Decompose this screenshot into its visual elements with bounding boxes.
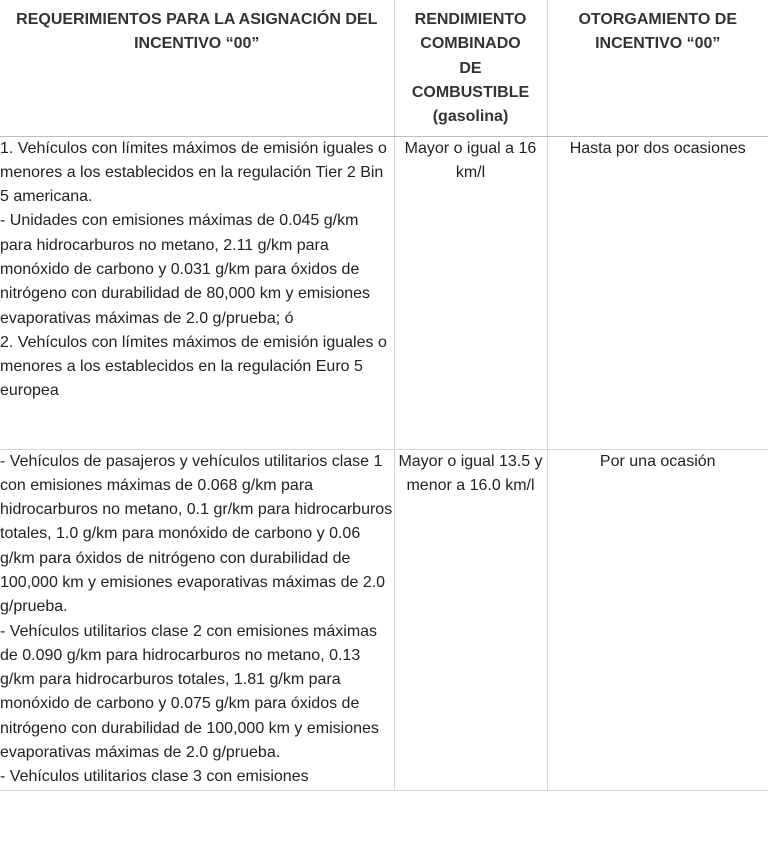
cell-requerimientos: 1. Vehículos con límites máximos de emisión iguales o menores a los establecidos en la regulación Tier 2 Bin 5 americana. - Unidades con emisiones máximas de 0.045 g/km para hidrocarburos no metano, 2.11 g/km para monóxido de carbono y 0.031 g/km para óxidos de nitrógeno con durabilidad de 80,000 km y emisiones evaporativas máximas de 2.0 g/prueba; ó 2. Vehículos con límites máximos de emisión iguales o menores a los establecidos en la regulación Euro 5 europea (0, 136, 394, 449)
header-rendimiento-line-4: COMBUSTIBLE (411, 83, 530, 101)
header-otorgamiento-line-1: OTORGAMIENTO DE (578, 11, 738, 28)
header-rendimiento-line-5: (gasolina) (432, 108, 509, 126)
cell-otorgamiento: Hasta por dos ocasiones (547, 136, 768, 449)
header-rendimiento (394, 0, 547, 136)
table-row (0, 136, 768, 449)
cell-requerimientos: - Vehículos de pasajeros y vehículos utilitarios clase 1 con emisiones máximas de 0.068 g/km para hidrocarburos no metano, 0.1 gr/km para hidrocarburos totales, 1.0 g/km para monóxido de carbono y 0.06 g/km para óxidos de nitrógeno con durabilidad de 100,000 km y emisiones evaporativas máximas de 2.0 g/prueba. - Vehículos utilitarios clase 2 con emisiones máximas de 0.090 g/km para hidrocarburos no metano, 0.13 g/km para hidrocarburos totales, 1.81 g/km para monóxido de carbono y 0.075 g/km para óxidos de nitrógeno con durabilidad de 100,000 km y emisiones evaporativas máximas de 2.0 g/prueba. - Vehículos utilitarios clase 3 con emisiones (0, 449, 394, 790)
cell-rendimiento: Mayor o igual a 16 km/l (394, 136, 547, 449)
header-otorgamiento-line-2: INCENTIVO “00” (595, 35, 721, 53)
header-rendimiento-line-2: COMBINADO (420, 35, 521, 53)
cell-otorgamiento: Por una ocasión (547, 449, 768, 790)
table-row (0, 449, 768, 790)
header-rendimiento-line-3: DE (459, 59, 482, 77)
table-header-row (0, 0, 768, 136)
header-rendimiento-line-1: RENDIMIENTO (414, 11, 527, 28)
cell-rendimiento: Mayor o igual 13.5 y menor a 16.0 km/l (394, 449, 547, 790)
header-otorgamiento (547, 0, 768, 136)
header-requerimientos: REQUERIMIENTOS PARA LA ASIGNACIÓN DEL INCENTIVO “00” (0, 0, 394, 136)
